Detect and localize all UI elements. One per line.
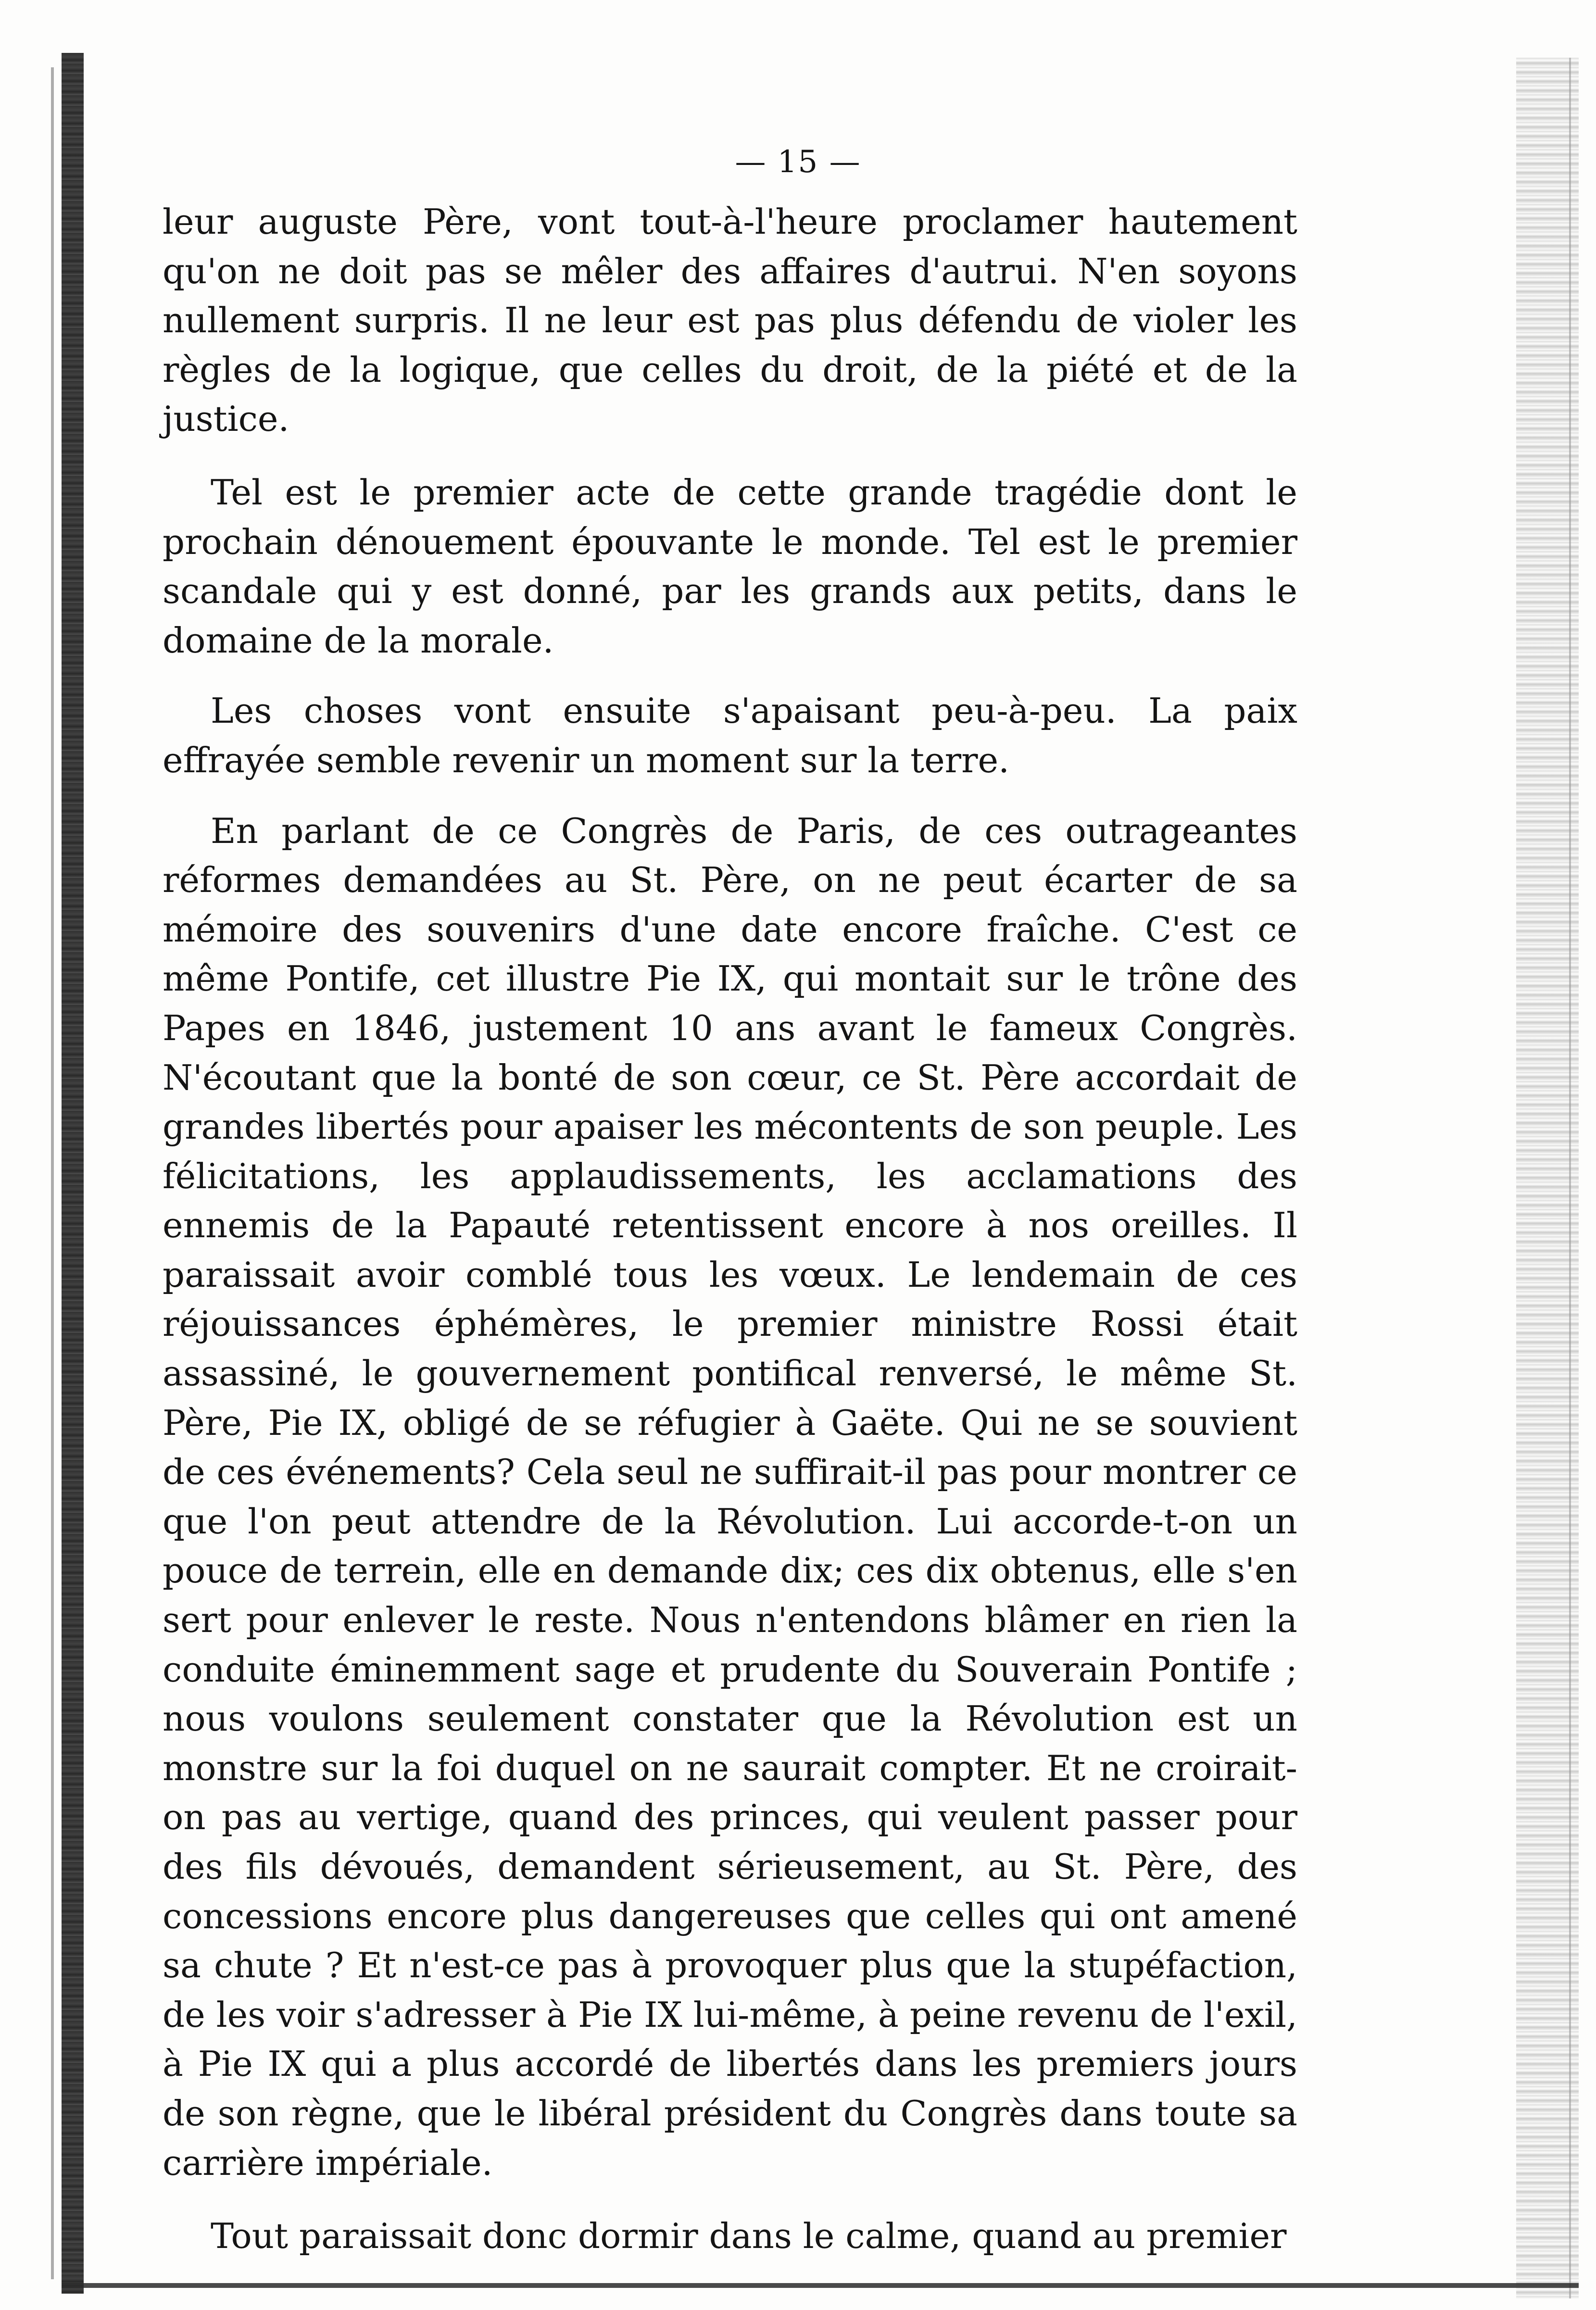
body-text: [163, 197, 1297, 2261]
binding-edge-line: [51, 67, 54, 2279]
paragraph-4: En parlant de ce Congrès de Paris, de ces outrageantes réformes demandées au St. Père, on ne peut écarter de sa mémoire des souvenirs d'une date encore fraîche. C'est ce même Pontife, cet illustre Pie IX, qui montait sur le trône des Papes en 1846, justement 10 ans avant le fameux Congrès. N'écoutant que la bonté de son cœur, ce St. Père accordait de grandes libertés pour apaiser les mécontents de son peuple. Les félicitations, les applaudissements, les acclamations des ennemis de la Papauté retentissent encore à nos oreilles. Il paraissait avoir comblé tous les vœux. Le lendemain de ces réjouissances éphémères, le premier ministre Rossi était assassiné, le gouvernement pontifical renversé, le même St. Père, Pie IX, obligé de se réfugier à Gaëte. Qui ne se souvient de ces événements? Cela seul ne suffirait-il pas pour montrer ce que l'on peut attendre de la Révolution. Lui accorde-t-on un pouce de terrein, elle en demande dix; ces dix obtenus, elle s'en sert pour enlever le reste. Nous n'entendons blâmer en rien la conduite éminemment sage et prudente du Souverain Pontife ; nous voulons seulement constater que la Révolution est un monstre sur la foi duquel on ne saurait compter. Et ne croirait-on pas au vertige, quand des princes, qui veulent passer pour des fils dévoués, demandent sérieusement, au St. Père, des concessions encore plus dangereuses que celles qui ont amené sa chute ? Et n'est-ce pas à provoquer plus que la stupéfaction, de les voir s'adresser à Pie IX lui-même, à peine revenu de l'exil, à Pie IX qui a plus accordé de libertés dans les premiers jours de son règne, que le libéral président du Congrès dans toute sa carrière impériale.: [163, 810, 1297, 2183]
page-number: — 15 —: [735, 144, 861, 180]
page-edge-right-line: [1569, 58, 1571, 2298]
paragraph-2: Tel est le premier acte de cette grande tragédie dont le prochain dénouement épouvante le monde. Tel est le premier scandale qui y est donné, par les grands aux petits, dans le domaine de la morale.: [163, 472, 1297, 661]
paragraph-3: Les choses vont ensuite s'apaisant peu-à-peu. La paix effrayée semble revenir un moment sur la terre.: [163, 690, 1297, 780]
binding-shadow: [62, 53, 84, 2294]
paragraph-1: leur auguste Père, vont tout-à-l'heure proclamer hautement qu'on ne doit pas se mêler des affaires d'autrui. N'en soyons nullement surpris. Il ne leur est pas plus défendu de violer les règles de la logique, que celles du droit, de la piété et de la justice.: [163, 201, 1297, 439]
paragraph-5: Tout paraissait donc dormir dans le calme, quand au premier: [211, 2216, 1287, 2257]
bottom-edge-shadow: [62, 2283, 1579, 2288]
